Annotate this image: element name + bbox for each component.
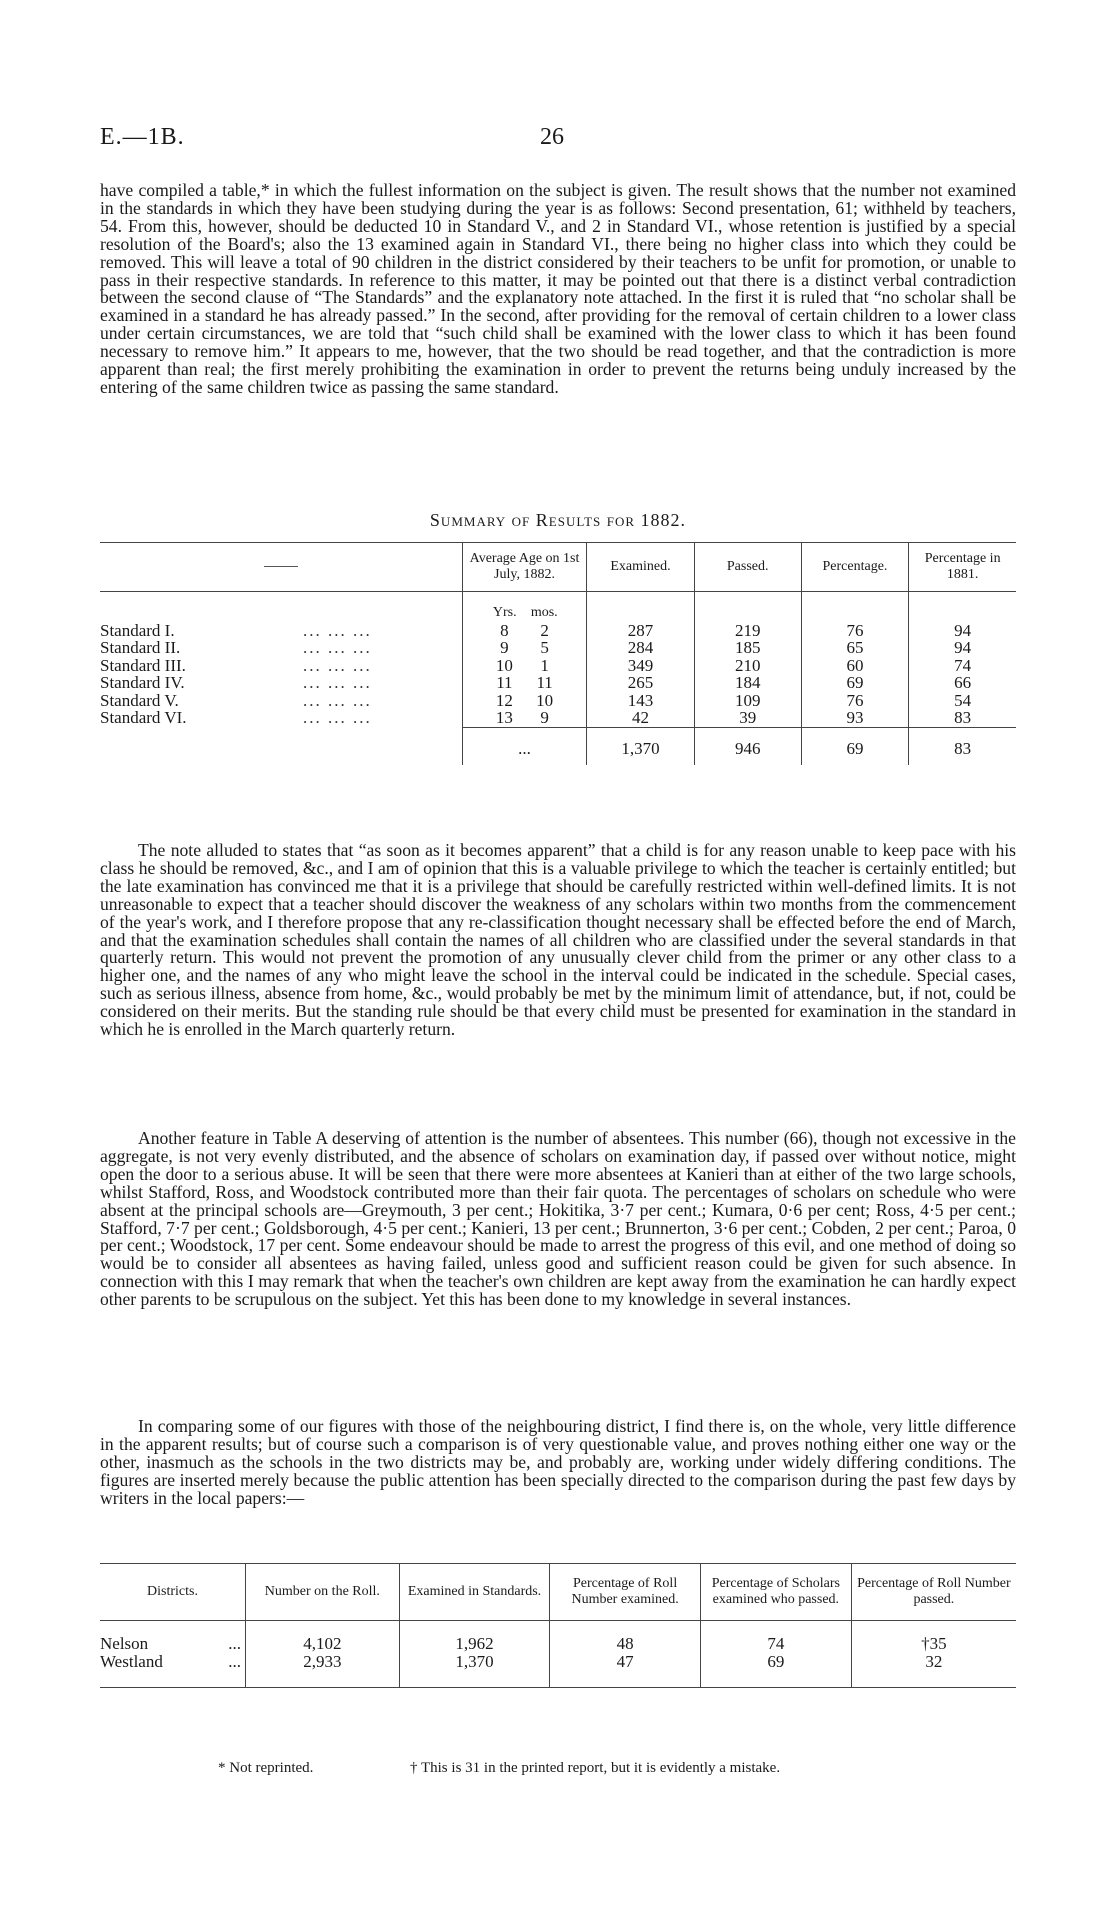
- percentage-cell: 93: [801, 709, 909, 727]
- leader-dots: ... ... ...: [299, 692, 462, 710]
- header-percentage: Percentage.: [801, 543, 909, 592]
- leader-dots: ... ... ...: [299, 709, 462, 727]
- table-row: [100, 657, 1016, 675]
- age-units: Yrs. mos.: [462, 592, 586, 622]
- pct-passed-cell: 74: [700, 1621, 851, 1654]
- table-row: [100, 1653, 1016, 1688]
- standard-label: Standard VI.: [100, 708, 187, 727]
- roll-cell: 2,933: [245, 1653, 399, 1688]
- table-row: [100, 674, 1016, 692]
- examined-cell: 1,962: [399, 1621, 549, 1654]
- district-name: Westland ...: [100, 1653, 245, 1688]
- summary-header-row: [100, 543, 1016, 592]
- header-districts: Districts.: [100, 1564, 245, 1621]
- pct-examined-cell: 47: [550, 1653, 701, 1688]
- total-percentage-1881: 83: [909, 727, 1016, 765]
- standard-label: Standard I.: [100, 620, 175, 640]
- percentage-cell: 65: [801, 639, 909, 657]
- average-age: 13 9: [462, 709, 586, 727]
- standard-label: Standard III.: [100, 655, 186, 675]
- average-age: 9 5: [462, 639, 586, 657]
- header-examined-standards: Examined in Standards.: [399, 1564, 549, 1621]
- examined-cell: 42: [587, 709, 695, 727]
- table-row: [100, 692, 1016, 710]
- examined-cell: 284: [587, 639, 695, 657]
- total-percentage: 69: [801, 727, 909, 765]
- percentage-1881-cell: 94: [954, 620, 972, 640]
- average-age: 11 11: [462, 674, 586, 692]
- examined-cell: 1,370: [399, 1653, 549, 1688]
- average-age: 10 1: [462, 657, 586, 675]
- percentage-cell: 60: [801, 657, 909, 675]
- header-roll: Number on the Roll.: [245, 1564, 399, 1621]
- header-average-age: Average Age on 1st July, 1882.: [462, 543, 586, 592]
- districts-header-row: [100, 1564, 1016, 1621]
- header-examined: Examined.: [587, 543, 695, 592]
- pct-passed-cell: 69: [700, 1653, 851, 1688]
- percentage-1881-cell: 54: [954, 690, 972, 710]
- standard-label: Standard II.: [100, 638, 181, 657]
- average-age: 12 10: [462, 692, 586, 710]
- table-row: [100, 709, 1016, 727]
- percentage-1881-cell: 66: [954, 673, 972, 692]
- examined-cell: 265: [587, 674, 695, 692]
- passed-cell: 185: [694, 639, 801, 657]
- table-row: [100, 622, 1016, 640]
- page-header: [100, 124, 1016, 154]
- examined-cell: 349: [587, 657, 695, 675]
- pct-roll-passed-cell: †35: [921, 1634, 947, 1653]
- pct-roll-passed-cell: 32: [925, 1652, 943, 1671]
- total-row: [100, 727, 1016, 765]
- pct-examined-cell: 48: [550, 1621, 701, 1654]
- header-blank: [100, 543, 462, 592]
- total-examined: 1,370: [587, 727, 695, 765]
- total-age: ...: [462, 727, 586, 765]
- leader-dots: ... ... ...: [299, 657, 462, 675]
- percentage-cell: 76: [801, 622, 909, 640]
- percentage-1881-cell: 74: [954, 655, 972, 675]
- percentage-cell: 76: [801, 692, 909, 710]
- intro-paragraph: have compiled a table,* in which the fullest information on the subject is given. The result shows that the number not examined in the standards in which they have been studying during the year is as follows: Second presentation, 61; withheld by teachers, 54. From this, however, should be deducted 10 in Standard V., and 2 in Standard VI., whose retention is justified by a special resolution of the Board's; also the 13 examined again in Standard VI., there being no higher class into which they could be removed. This will leave a total of 90 children in the district considered by their teachers to be unfit for promotion, or unable to pass in their respective standards. In reference to this matter, it may be pointed out that there is a distinct verbal contradiction between the second clause of “The Standards” and the explanatory note attached. In the first it is ruled that “no scholar shall be examined in a standard he has already passed.” In the second, after providing for the removal of certain children to a lower class under certain circumstances, we are told that “such child shall be examined with the lower class to which it has been found necessary to remove him.” It appears to me, however, that the two should be read together, and that the contradiction is more apparent than real; the first merely prohibiting the examination in order to prevent the returns being unduly increased by the entering of the same children twice as passing the same standard.: [100, 180, 1016, 397]
- district-name: Nelson ...: [100, 1621, 245, 1654]
- header-passed: Passed.: [694, 543, 801, 592]
- percentage-1881-cell: 83: [954, 708, 972, 727]
- age-units-row: [100, 592, 1016, 622]
- passed-cell: 184: [694, 674, 801, 692]
- percentage-cell: 69: [801, 674, 909, 692]
- header-percentage-1881: Percentage in 1881.: [924, 551, 1001, 582]
- page-number: 26: [540, 124, 564, 150]
- standard-label: Standard V.: [100, 690, 179, 710]
- roll-cell: 4,102: [245, 1621, 399, 1654]
- average-age: 8 2: [462, 622, 586, 640]
- header-dash: [264, 566, 298, 567]
- header-pct-roll-passed: Percentage of Roll Number passed.: [851, 1564, 1016, 1621]
- header-pct-scholars-passed: Percentage of Scholars examined who passed.: [700, 1564, 851, 1621]
- header-pct-roll-examined: Percentage of Roll Number examined.: [550, 1564, 701, 1621]
- leader-dots: ... ... ...: [299, 639, 462, 657]
- summary-table-title: Summary of Results for 1882.: [429, 510, 687, 530]
- examined-cell: 143: [587, 692, 695, 710]
- passed-cell: 39: [694, 709, 801, 727]
- leader-dots: ... ... ...: [299, 674, 462, 692]
- percentage-1881-cell: 94: [954, 638, 972, 657]
- paragraph-comparison: In comparing some of our figures with those of the neighbouring district, I find there is, on the whole, very little difference in the apparent results; but of course such a comparison is of very questionable value, and proves nothing either one way or the other, inasmuch as the schools in the two districts may be, and probably are, working under widely differing conditions. The figures are inserted merely because the public attention has been specially directed to the comparison during the past few days by writers in the local papers:—: [100, 1416, 1016, 1508]
- total-passed: 946: [694, 727, 801, 765]
- districts-comparison-table: [100, 1563, 1016, 1688]
- leader-dots: ... ... ...: [299, 622, 462, 640]
- passed-cell: 219: [694, 622, 801, 640]
- paragraph-note: The note alluded to states that “as soon as it becomes apparent” that a child is for any reason unable to keep pace with his class he should be removed, &c., and I am of opinion that this is a valuable privilege to which the teacher is certainly entitled; but the late examination has convinced me that it is a privilege that should be carefully restricted within well-defined limits. It is not unreasonable to expect that a teacher should discover the weakness of any scholars within two months from the commencement of the year's work, and I therefore propose that any re-classification thought necessary shall be effected before the end of March, and that the examination schedules shall contain the names of all children who are classified under the several standards in that quarterly return. This would not prevent the promotion of any unusually clever child from the primer or any other class to a higher one, and the names of any who might leave the school in the interval could be indicated in the schedule. Special cases, such as serious illness, absence from home, &c., would probably be met by the minimum limit of attendance, but, if not, could be considered on their merits. But the standing rule should be that every child must be presented for examination in the standard in which he is enrolled in the March quarterly return.: [100, 840, 1016, 1040]
- footnote-not-reprinted: * Not reprinted.: [218, 1760, 314, 1776]
- table-row: [100, 1621, 1016, 1654]
- table-row: [100, 639, 1016, 657]
- examined-cell: 287: [587, 622, 695, 640]
- footnote-mistake: † This is 31 in the printed report, but it is evidently a mistake.: [410, 1760, 781, 1776]
- summary-results-table: [100, 542, 1016, 765]
- standard-label: Standard IV.: [100, 673, 185, 692]
- passed-cell: 109: [694, 692, 801, 710]
- document-reference: E.—1B.: [100, 124, 185, 150]
- paragraph-absentees: Another feature in Table A deserving of attention is the number of absentees. This number (66), though not excessive in the aggregate, is not very evenly distributed, and the absence of scholars on examination day, if passed over without notice, might open the door to a serious abuse. It will be seen that there were more absentees at Kanieri than at either of the two large schools, whilst Stafford, Ross, and Woodstock contributed more than their fair quota. The percentages of scholars on schedule who were absent at the principal schools are—Greymouth, 3 per cent.; Hokitika, 3·7 per cent.; Kumara, 0·6 per cent; Ross, 4·5 per cent.; Stafford, 7·7 per cent.; Goldsborough, 4·5 per cent.; Kanieri, 13 per cent.; Brunnerton, 3·6 per cent.; Cobden, 2 per cent.; Paroa, 0 per cent.; Woodstock, 17 per cent. Some endeavour should be made to arrest the progress of this evil, and one method of doing so would be to consider all absentees as having failed, unless good and sufficient reason could be given for such absence. In connection with this I may remark that when the teacher's own children are kept away from the examination he can hardly expect other parents to be scrupulous on the subject. Yet this has been done to my knowledge in several instances.: [100, 1128, 1016, 1310]
- passed-cell: 210: [694, 657, 801, 675]
